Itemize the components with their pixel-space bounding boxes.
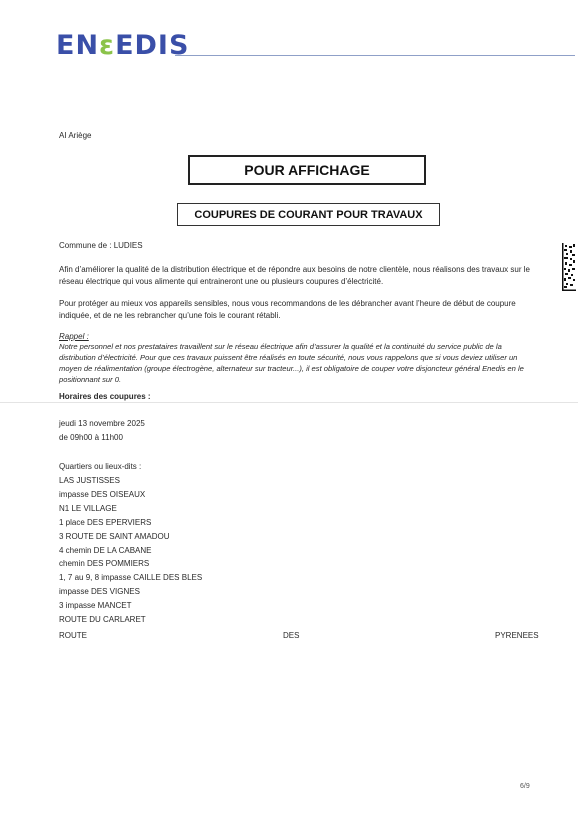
last-row-col-3: PYRENEES — [495, 631, 539, 640]
main-title-box — [188, 155, 426, 185]
rappel-title: Rappel : — [59, 332, 89, 341]
list-item: LAS JUSTISSES — [59, 476, 120, 485]
places-title: Quartiers ou lieux-dits : — [59, 462, 142, 471]
list-item: impasse DES VIGNES — [59, 587, 140, 597]
rappel-body: Notre personnel et nos prestataires travaillent sur le réseau électrique afin d’assurer la qualité et la continuité du service public de la distribution d’électricité. Pour que ces travaux puissent être réalisés en toute sécurité, nous vous rappelons que si vous deviez utiliser un moyen de réalimentation (groupe électrogène, alternateur sur tracteur...), il est obligatoire de couper votre disjoncteur général Enedis en le positionnant sur 0. — [59, 342, 524, 384]
enedis-logo: ENεEDIS — [56, 30, 190, 61]
main-title: POUR AFFICHAGE — [244, 162, 370, 178]
outage-date: jeudi 13 novembre 2025 — [59, 419, 145, 428]
datamatrix-code — [562, 243, 576, 291]
subtitle-box — [177, 203, 440, 226]
page-number: 6/9 — [520, 783, 530, 790]
list-item: 3 impasse MANCET — [59, 601, 132, 611]
last-row-col-2: DES — [283, 631, 300, 640]
list-item: N1 LE VILLAGE — [59, 503, 117, 513]
last-row-col-1: ROUTE — [59, 631, 87, 640]
list-item: chemin DES POMMIERS — [59, 559, 150, 569]
places-list — [59, 474, 202, 627]
horaires-title: Horaires des coupures : — [59, 392, 151, 401]
list-item: 3 ROUTE DE SAINT AMADOU — [59, 531, 170, 541]
scan-divider — [0, 402, 578, 403]
list-item: 1 place DES EPERVIERS — [59, 517, 152, 527]
list-item: impasse DES OISEAUX — [59, 489, 146, 499]
advice-paragraph: Pour protéger au mieux vos appareils sensibles, nous vous recommandons de les débrancher avant l’heure de début de coupure indiquée, et de ne les rebrancher qu’une fois le courant rétabli. — [59, 299, 516, 320]
list-item: 4 chemin DE LA CABANE — [59, 545, 152, 555]
intro-paragraph: Afin d’améliorer la qualité de la distribution électrique et de répondre aux besoins de notre clientèle, nous réalisons des travaux sur le réseau électrique qui vous alimente qui entraineront une ou plusieurs coupures d’électricité. — [59, 265, 530, 286]
subtitle: COUPURES DE COURANT POUR TRAVAUX — [194, 208, 423, 221]
list-item: ROUTE DU CARLARET — [59, 615, 146, 625]
commune-label: Commune de : LUDIES — [59, 241, 143, 250]
header-rule — [175, 55, 575, 56]
list-item: 1, 7 au 9, 8 impasse CAILLE DES BLES — [59, 573, 203, 583]
region-label: AI Ariège — [59, 131, 92, 140]
outage-time: de 09h00 à 11h00 — [59, 433, 123, 442]
